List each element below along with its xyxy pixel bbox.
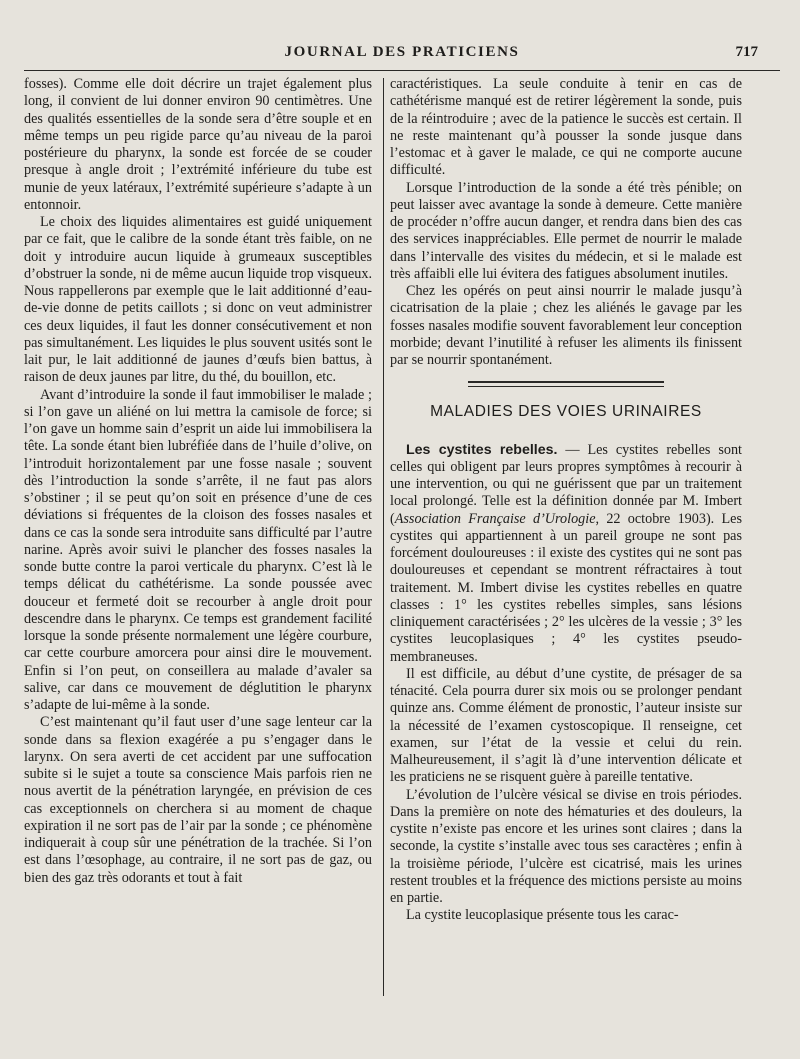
source-citation: Association Française d’Urologie bbox=[394, 510, 596, 527]
paragraph-introduction: Avant d’introduire la sonde il faut immobiliser le malade ; si l’on gave un aliéné on lui mettra la camisole de force; si l’on gave un homme sain d’esprit un aide lui immobilisera la tête. La sonde étant bien lubréfiée dans de l’huile d’olive, on l’introduit horizontalement par une fosse nasale ; souvent dès l’introduction la sonde s’arrête, il ne faut pas alors s’obstiner ; il se peut qu’on soit en présence d’une de ces déviations si fréquentes de la cloison des fosses nasales et dans ce cas la sonde sera introduite sans difficulté par l’autre narine. Après avoir suivi le plancher des fosses nasales la sonde butte contre la paroi verticale du pharynx. C’est là le temps délicat du cathétérisme. La sonde poussée avec douceur et fermeté doit se recourber à angle droit pour descendre dans le pharynx. Ce temps est grandement facilité lorsque la sonde présente normalement une légère courbure, car cette courbure amorcera pour ainsi dire le mouvement. Enfin si l’on peut, on conseillera au malade d’avaler sa salive, car dans ce mouvement de déglutition le pharynx s’adapte de lui-même à la sonde. bbox=[24, 386, 372, 713]
running-title: JOURNAL DES PRATICIENS bbox=[284, 44, 520, 60]
paragraph-leucoplasic: La cystite leucoplasique présente tous les carac- bbox=[406, 907, 679, 924]
left-column bbox=[24, 76, 372, 887]
paragraph-prognosis: Il est difficile, au début d’une cystite, de présager de sa ténacité. Cela pourra durer six mois ou se prolonger pendant quinze ans. Comme élément de pronostic, l’auteur insiste sur la nécessité de l’examen cystoscopique. Il renseigne, cet examen, sur l’état de la vessie et celui du rein. Malheureusement, il s’agit là d’une intervention délicate et les praticiens ne se risquent guère à pareille tentative. bbox=[390, 665, 742, 786]
text-segment: — Les cystites rebelles sont celles qui obligent par leurs propres symptômes à recourir à une intervention, ou qui ne guérissent que par un traitement local prolongé. Telle est la définition donnée par M. Imbert ( bbox=[390, 441, 742, 527]
paragraph-cystites-rebelles bbox=[390, 442, 742, 666]
page-number: 717 bbox=[735, 44, 758, 60]
paragraph-characteristics: caractéristiques. La seule conduite à tenir en cas de cathétérisme manqué est de retirer légèrement la sonde, puis de la réintroduire ; avec de la patience le succès est certain. Il ne reste maintenant qu’à pousser la sonde jusque dans l’estomac et à gaver le malade, ce qui ne comporte aucune difficulté. bbox=[390, 76, 742, 179]
paragraph-probe-description: fosses). Comme elle doit décrire un trajet également plus long, il convient de lui donner environ 90 centimètres. Une des qualités essentielles de la sonde sera d’être souple et en même temps un peu rigide parce qu’au niveau de la paroi postérieure du pharynx, la sonde est forcée de se couder presque à angle droit ; l’extrémité inférieure du tube est munie de yeux latéraux, l’extrémité supérieure s’adapte à un entonnoir. bbox=[24, 76, 372, 213]
section-heading: MALADIES DES VOIES URINAIRES bbox=[430, 403, 702, 421]
column-divider bbox=[383, 78, 384, 996]
right-column bbox=[390, 76, 742, 925]
header-rule bbox=[24, 70, 780, 71]
paragraph-sonde-a-demeure: Lorsque l’introduction de la sonde a été très pénible; on peut laisser avec avantage la sonde à demeure. Cette manière de procéder n’offre aucun danger, et rendra dans bien des cas des services inappréciables. Elle permet de nourrir le malade dans l’intervalle des visites du médecin, et si le malade est très affaibli elle lui évitera des fatigues absolument inutiles. bbox=[390, 179, 742, 282]
paragraph-liquid-choice: Le choix des liquides alimentaires est guidé uniquement par ce fait, que le calibre de la sonde étant très faible, on ne doit y introduire aucun liquide à grumeaux susceptibles d’obstruer la sonde, ni de même aucun liquide trop visqueux. Nous rappellerons par exemple que le lait additionné d’eau-de-vie donne de petits caillots ; si donc on veut administrer ces deux liquides, il faut les donner consécutivement et non pas simultanément. Les liquides le plus souvent usités sont le lait pur, le lait additionné de jaunes d’œufs bien battus, à raison de deux jaunes par litre, du thé, du bouillon, etc. bbox=[24, 214, 372, 386]
paragraph-larynx-warning: C’est maintenant qu’il faut user d’une sage lenteur car la sonde dans sa flexion exagérée a pu s’engager dans le larynx. On sera averti de cet accident par une suffocation subite si le sujet a toute sa conscience Mais parfois rien ne nous avertit de la pénétration laryngée, en prévision de ces cas exceptionnels on cherchera si au moment de chaque expiration il ne sort pas de l’air par la sonde ; ce phénomène indiquerait à coup sûr une pénétration de la trachée. Si l’on est dans l’œsophage, au contraire, il ne sort pas de gaz, ou bien des gaz très odorants et tout à fait bbox=[24, 714, 372, 886]
text-segment: , 22 octobre 1903). Les cystites qui appartiennent à un pareil groupe ne sont pas forcément douloureuses : il existe des cystites qui ne sont pas douloureuses et cependant se montrent réfractaires à tout traitement. M. Imbert divise les cystites rebelles en quatre classes : 1° les cystites rebelles simples, sans lésions cliniquement caractérisées ; 2° les ulcères de la vessie ; 3° les cystites leucoplasiques ; 4° les cystites pseudo-membraneuses. bbox=[390, 510, 742, 665]
paragraph-ulcer-evolution: L’évolution de l’ulcère vésical se divise en trois périodes. Dans la première on note des hématuries et des douleurs, la cystite n’existe pas encore et les urines sont claires ; dans la seconde, la cystite s’installe avec tous ses caractères ; enfin à la troisième période, l’ulcère est cicatrisé, mais les urines restent troubles et la fréquence des mictions persiste au moins en partie. bbox=[390, 786, 742, 906]
paragraph-operes-alienes: Chez les opérés on peut ainsi nourrir le malade jusqu’à cicatrisation de la plaie ; chez les aliénés le gavage par les fosses nasales modifie souvent favorablement leur conception morbide; devant l’inutilité à refuser les aliments ils finissent par se nourrir spontanément. bbox=[390, 283, 742, 368]
section-separator bbox=[468, 381, 664, 387]
run-in-heading: Les cystites rebelles. bbox=[406, 441, 558, 458]
page-header bbox=[22, 40, 782, 68]
